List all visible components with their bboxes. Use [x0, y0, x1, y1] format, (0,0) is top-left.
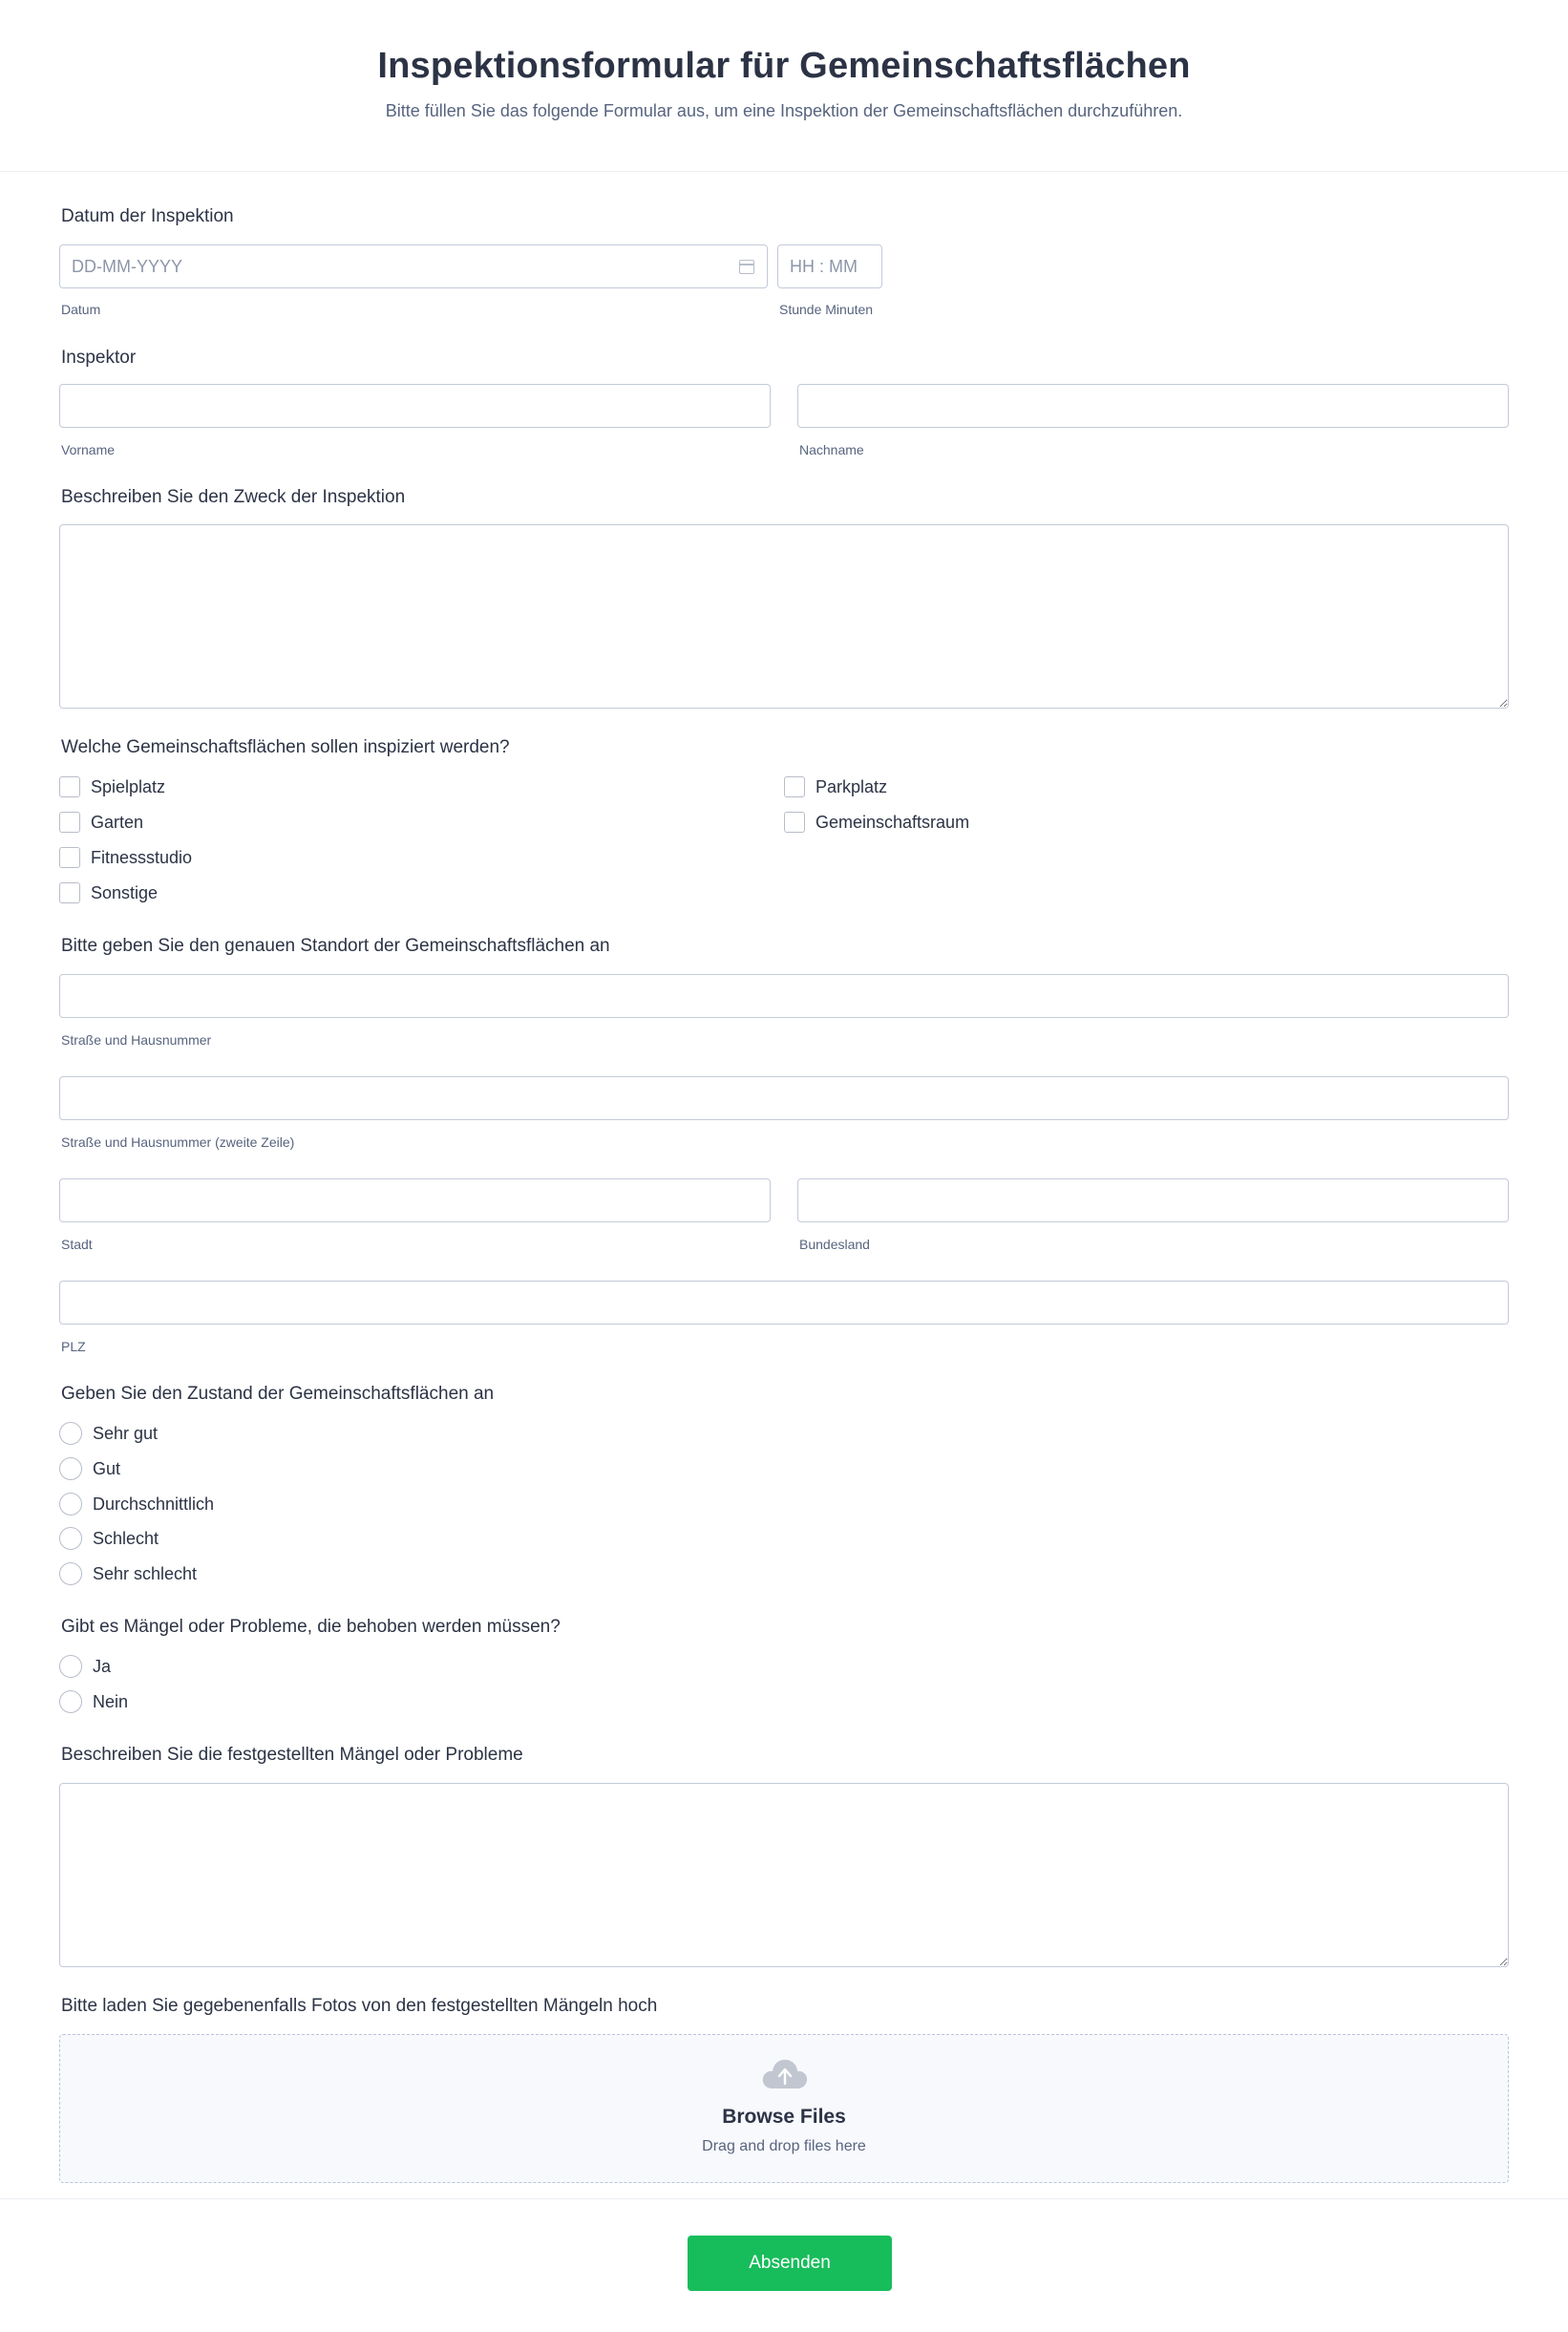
checkbox[interactable]: [784, 776, 805, 797]
city-sublabel: Stadt: [61, 1237, 93, 1252]
condition-option-schlecht[interactable]: [59, 1526, 159, 1551]
radio-button[interactable]: [59, 1422, 82, 1445]
option-label: Sonstige: [91, 882, 159, 902]
purpose-textarea[interactable]: [59, 524, 1509, 709]
checkbox[interactable]: [59, 812, 80, 833]
street-input[interactable]: [59, 974, 1509, 1018]
option-label: Parkplatz: [816, 776, 888, 796]
defects-option-nein[interactable]: [59, 1689, 128, 1714]
option-label: Gut: [93, 1458, 121, 1478]
purpose-question-label: Beschreiben Sie den Zweck der Inspektion: [61, 487, 406, 507]
option-label: Gemeinschaftsraum: [816, 812, 970, 832]
time-input[interactable]: [777, 244, 882, 288]
zip-input[interactable]: [59, 1281, 1509, 1325]
first-name-sublabel: Vorname: [61, 442, 116, 457]
option-label: Schlecht: [93, 1528, 159, 1548]
area-option-garten[interactable]: [59, 810, 143, 835]
radio-button[interactable]: [59, 1655, 82, 1678]
defect-description-label: Beschreiben Sie die festgestellten Mängel oder Probleme: [61, 1745, 523, 1765]
radio-button[interactable]: [59, 1493, 82, 1516]
upload-question-label: Bitte laden Sie gegebenenfalls Fotos von den festgestellten Mängeln hoch: [61, 1996, 658, 2016]
date-question-label: Datum der Inspektion: [61, 206, 234, 226]
location-question-label: Bitte geben Sie den genauen Standort der Gemeinschaftsflächen an: [61, 936, 610, 956]
area-option-fitnessstudio[interactable]: [59, 845, 192, 870]
checkbox[interactable]: [784, 812, 805, 833]
defects-question-label: Gibt es Mängel oder Probleme, die behoben werden müssen?: [61, 1617, 561, 1637]
form-header: [0, 0, 1568, 172]
calendar-icon[interactable]: [739, 260, 754, 274]
state-sublabel: Bundesland: [799, 1237, 870, 1252]
street2-sublabel: Straße und Hausnummer (zweite Zeile): [61, 1134, 295, 1150]
option-label: Durchschnittlich: [93, 1494, 215, 1514]
time-sublabel: Stunde Minuten: [779, 302, 874, 317]
area-option-gemeinschaftsraum[interactable]: [784, 810, 969, 835]
checkbox[interactable]: [59, 776, 80, 797]
areas-question-label: Welche Gemeinschaftsflächen sollen inspiziert werden?: [61, 737, 510, 757]
option-label: Spielplatz: [91, 776, 166, 796]
file-upload-dropzone[interactable]: [59, 2034, 1509, 2183]
option-label: Sehr gut: [93, 1423, 159, 1443]
condition-option-gut[interactable]: [59, 1456, 120, 1481]
last-name-sublabel: Nachname: [799, 442, 864, 457]
radio-button[interactable]: [59, 1690, 82, 1713]
street-sublabel: Straße und Hausnummer: [61, 1032, 212, 1048]
checkbox[interactable]: [59, 847, 80, 868]
area-option-parkplatz[interactable]: [784, 774, 887, 799]
state-input[interactable]: [797, 1178, 1509, 1222]
radio-button[interactable]: [59, 1562, 82, 1585]
option-label: Ja: [93, 1656, 112, 1676]
submit-button[interactable]: Absenden: [688, 2236, 892, 2291]
option-label: Fitnessstudio: [91, 847, 193, 867]
radio-button[interactable]: [59, 1527, 82, 1550]
zip-sublabel: PLZ: [61, 1339, 86, 1354]
option-label: Garten: [91, 812, 144, 832]
first-name-input[interactable]: [59, 384, 771, 428]
option-label: Sehr schlecht: [93, 1563, 198, 1583]
form-footer: [0, 2198, 1568, 2332]
defect-description-textarea[interactable]: [59, 1783, 1509, 1967]
date-input[interactable]: [59, 244, 768, 288]
inspector-question-label: Inspektor: [61, 348, 137, 368]
cloud-upload-icon: [761, 2058, 809, 2090]
checkbox[interactable]: [59, 882, 80, 903]
city-input[interactable]: [59, 1178, 771, 1222]
drag-drop-hint: Drag and drop files here: [702, 2138, 866, 2154]
radio-button[interactable]: [59, 1457, 82, 1480]
area-option-spielplatz[interactable]: [59, 774, 165, 799]
defects-option-ja[interactable]: [59, 1654, 111, 1679]
browse-files-label[interactable]: Browse Files: [722, 2106, 846, 2128]
date-sublabel: Datum: [61, 302, 101, 317]
last-name-input[interactable]: [797, 384, 1509, 428]
form-subtitle: Bitte füllen Sie das folgende Formular aus, um eine Inspektion der Gemeinschaftsflächen durchzuführen.: [385, 101, 1183, 120]
form-title: Inspektionsformular für Gemeinschaftsflächen: [377, 46, 1191, 86]
condition-option-sehr-gut[interactable]: [59, 1421, 158, 1446]
condition-option-durchschnittlich[interactable]: [59, 1492, 214, 1516]
option-label: Nein: [93, 1691, 129, 1711]
area-option-sonstige[interactable]: [59, 880, 158, 905]
condition-option-sehr-schlecht[interactable]: [59, 1561, 197, 1586]
street2-input[interactable]: [59, 1076, 1509, 1120]
condition-question-label: Geben Sie den Zustand der Gemeinschaftsflächen an: [61, 1384, 495, 1404]
